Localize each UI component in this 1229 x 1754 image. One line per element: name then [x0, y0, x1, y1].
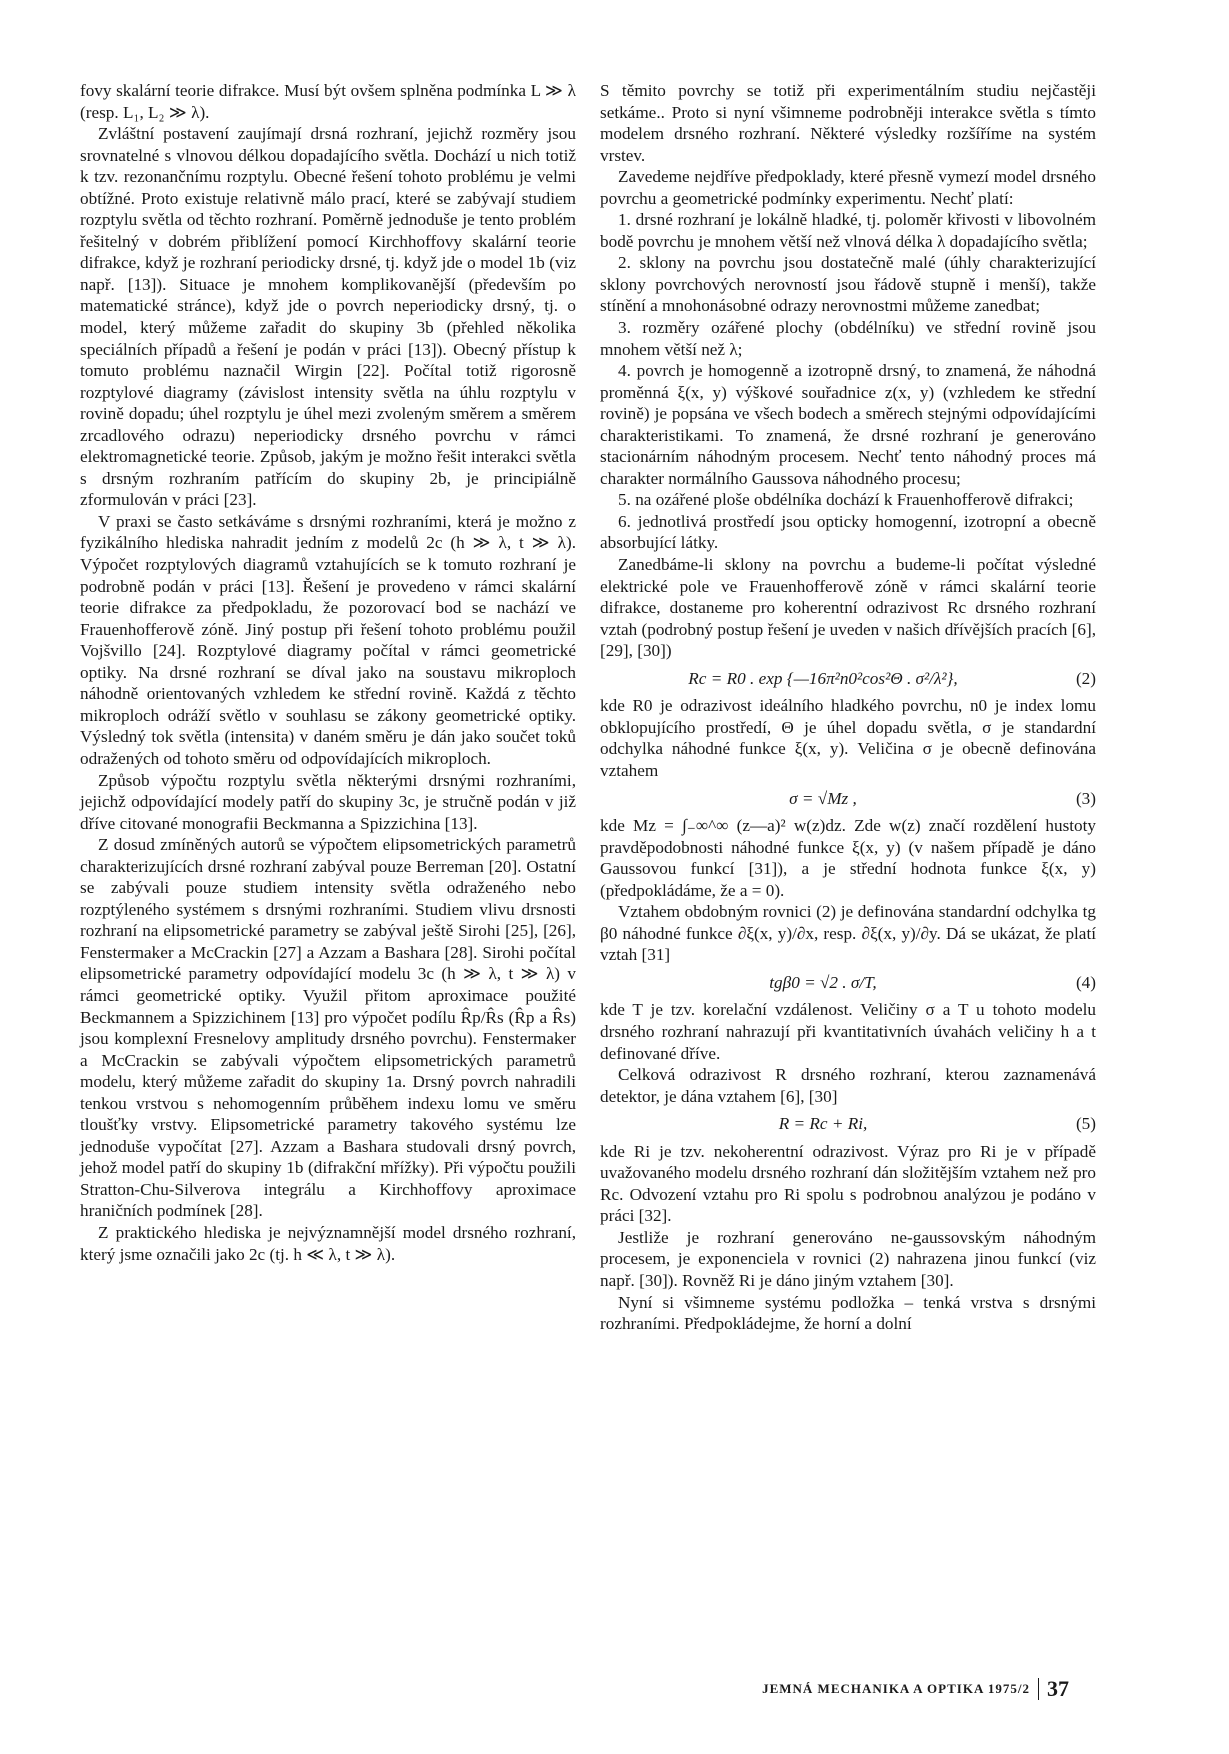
journal-title: JEMNÁ MECHANIKA A OPTIKA 1975/2 [762, 1681, 1030, 1696]
right-column [600, 80, 1096, 1335]
assumption-item: 5. na ozářené ploše obdélníka dochází k Frauenhofferově difrakci; [618, 490, 1074, 510]
page-footer [762, 1676, 1069, 1702]
paragraph: Nyní si všimneme systému podložka – tenká vrstva s drsnými rozhraními. Předpokládejme, že horní a dolní [600, 1292, 1096, 1334]
left-column [80, 80, 576, 1265]
paragraph: Zanedbáme-li sklony na povrchu a budeme-li počítat výsledné elektrické pole ve Frauenhofferově zóně v rámci skalární teorie difrakce, dostaneme pro koherentní odrazivost Rc drsného rozhraní vztah (podrobný postup řešení je uveden v našich dřívějších pracích [6], [29], [30]) [600, 555, 1096, 661]
paragraph: Způsob výpočtu rozptylu světla některými drsnými rozhraními, jejichž odpovídající modely patří do skupiny 3c, je stručně podán v již dříve citované monografii Beckmanna a Spizzichina [13]. [80, 770, 576, 833]
paragraph: kde T je tzv. korelační vzdálenost. Veličiny σ a T u tohoto modelu drsného rozhraní nahrazují při kvantitativních úvahách veličiny h a t definované dříve. [600, 1000, 1096, 1063]
equation-5 [600, 1113, 1096, 1135]
equation-number: (5) [1075, 1114, 1096, 1134]
equation-4 [600, 972, 1096, 994]
paragraph: S těmito povrchy se totiž při experimentálním studiu nejčastěji setkáme.. Proto si nyní všimneme podrobněji interakce světla s tímto modelem drsného rozhraní. Některé výsledky rozšíříme na systém vrstev. [600, 81, 1096, 165]
equation-body: Rc = R0 . exp {—16π²n0²cos²Θ . σ²/λ²}, [688, 668, 958, 688]
paragraph: Vztahem obdobným rovnici (2) je definována standardní odchylka tg β0 náhodné funkce ∂ξ(x, y)/∂x, resp. ∂ξ(x, y)/∂y. Dá se ukázat, že platí vztah [31] [600, 902, 1096, 965]
assumption-item: 3. rozměry ozářené plochy (obdélníku) ve střední rovině jsou mnohem větší než λ; [600, 318, 1096, 359]
equation-number: (2) [1075, 668, 1096, 688]
assumption-item: 6. jednotlivá prostředí jsou opticky homogenní, izotropní a obecně absorbující látky. [600, 511, 1096, 553]
footer-divider [1038, 1678, 1039, 1700]
equation-body: R = Rc + Ri, [778, 1114, 868, 1134]
paragraph: kde Mz = ∫₋∞^∞ (z—a)² w(z)dz. Zde w(z) značí rozdělení hustoty pravděpodobnosti náhodné funkce ξ(x, y) (v našem případě je dáno Gaussovou funkcí [31]), a je střední hodnota funkce ξ(x, y) (předpokládáme, že a = 0). [600, 816, 1096, 900]
paragraph: Celková odrazivost R drsného rozhraní, kterou zaznamenává detektor, je dána vztahem [6], [30] [600, 1065, 1096, 1106]
paragraph: V praxi se často setkáváme s drsnými rozhraními, která je možno z fyzikálního hlediska nahradit jedním z modelů 2c (h ≫ λ, t ≫ λ). Výpočet rozptylových diagramů vztahujících se k tomuto rozhraní je podrobně podán v práci [13]. Řešení je provedeno v rámci skalární teorie difrakce za předpokladu, že pozorovací bod se nachází ve Frauenhofferově zóně. Jiný postup při řešení tohoto problému použil Vojšvillo [24]. Rozptylové diagramy počítal v rámci geometrické optiky. Na drsné rozhraní se díval jako na soustavu mikroploch náhodně orientovaných vzhledem ke střední rovině. Každá z těchto mikroploch odráží světlo v souhlasu se zákony geometrické optiky. Výsledný tok světla (intensita) v daném směru je dán jako součet toků odražených od tohoto směru od odpovídajících mikroploch. [80, 511, 576, 768]
paragraph: Z dosud zmíněných autorů se výpočtem elipsometrických parametrů charakterizujících drsné rozhraní zabýval pouze Berreman [20]. Ostatní se zabývali pouze studiem intensity světla odraženého nebo rozptýleného systémem s drsnými rozhraními. Studiem vlivu drsnosti rozhraní na elipsometrické parametry se zabýval ještě Sirohi [25], [26], Fenstermaker a McCrackin [27] a Azzam a Bashara [28]. Sirohi počítal elipsometrické parametry odpovídající modelu 3c (h ≫ λ, t ≫ λ) v rámci geometrické optiky. Využil přitom aproximace použité Beckmannem a Spizzichinem [13] pro výpočet podílu R̂p/R̂s (R̂p a R̂s) jsou komplexní Fresnelovy amplitudy drsného povrchu). Fenstermaker a McCrackin se zabývali výpočtem elipsometrických parametrů modelu, který můžeme zařadit do skupiny 1a. Drsný povrch nahradili tenkou vrstvou s nehomogenním průběhem indexu lomu ve směru tloušťky vrstvy. Elipsometrické parametry takového systému lze jednoduše vypočítat [27]. Azzam a Bashara studovali drsný povrch, jehož model patří do skupiny 1b (difrakční mřížky). Při výpočtu použili Stratton-Chu-Silverova integrálu a Kirchhoffovy aproximace hraničních podmínek [28]. [80, 835, 576, 1221]
paragraph: Z praktického hlediska je nejvýznamnější model drsného rozhraní, který jsme označili jako 2c (tj. h ≪ λ, t ≫ λ). [80, 1222, 576, 1264]
paragraph: Zavedeme nejdříve předpoklady, které přesně vymezí model drsného povrchu a geometrické podmínky experimentu. Nechť platí: [600, 167, 1096, 208]
assumption-item: 2. sklony na povrchu jsou dostatečně malé (úhly charakterizující sklony povrchových nerovností jsou řádově stupně i menší), takže stínění a mnohonásobné odrazy nerovnostmi můžeme zanedbat; [600, 253, 1096, 316]
paragraph: kde Ri je tzv. nekoherentní odrazivost. Výraz pro Ri je v případě uvažovaného modelu drsného rozhraní dán složitějším vztahem než pro Rc. Odvození vztahu pro Ri spolu s podrobnou analýzou je podáno v práci [32]. [600, 1141, 1096, 1226]
paragraph: kde R0 je odrazivost ideálního hladkého povrchu, n0 je index lomu obklopujícího prostředí, Θ je úhel dopadu světla, σ je standardní odchylka náhodné funkce ξ(x, y). Veličina σ je obecně definována vztahem [600, 696, 1096, 780]
paragraph: Jestliže je rozhraní generováno ne-gaussovským náhodným procesem, je exponenciela v rovnici (2) nahrazena jinou funkcí (viz např. [30]). Rovněž Ri je dáno jiným vztahem [30]. [600, 1227, 1096, 1290]
assumption-item: 4. povrch je homogenně a izotropně drsný, to znamená, že náhodná proměnná ξ(x, y) výškové souřadnice z(x, y) (vzhledem ke střední rovině) je popsána ve všech bodech a směrech stejnými odpovídajícími charakteristikami. To znamená, že drsné rozhraní je generováno stacionárním náhodným procesem. Nechť tento náhodný proces má charakter normálního Gaussova náhodného procesu; [600, 361, 1096, 488]
equation-number: (4) [1075, 972, 1096, 992]
page-number: 37 [1047, 1676, 1069, 1701]
equation-body: σ = √Mz , [789, 788, 857, 808]
equation-2 [600, 668, 1096, 690]
paragraph: fovy skalární teorie difrakce. Musí být ovšem splněna podmínka L ≫ λ (resp. L₁, L₂ ≫ λ). [80, 81, 576, 122]
assumption-item: 1. drsné rozhraní je lokálně hladké, tj. poloměr křivosti v libovolném bodě povrchu je mnohem větší než vlnová délka λ dopadajícího světla; [600, 210, 1096, 251]
equation-3 [600, 788, 1096, 810]
paragraph: Zvláštní postavení zaujímají drsná rozhraní, jejichž rozměry jsou srovnatelné s vlnovou délkou dopadajícího světla. Dochází u nich totiž k tzv. rezonančnímu rozptylu. Obecné řešení tohoto problému je velmi obtížné. Proto existuje relativně málo prací, které se zabývají studiem rozptylu světla od těchto rozhraní. Poměrně jednoduše je tento problém řešitelný v dobrém přiblížení pomocí Kirchhoffovy skalární teorie difrakce, když je rozhraní periodicky drsné, tj. když jde o model 1b (viz např. [13]). Situace je mnohem komplikovanější (především po matematické stránce), když jde o povrch neperiodicky drsný, tj. o model, který můžeme zařadit do skupiny 3b (přehled několika speciálních případů a řešení je podán v práci [13]). Obecný přístup k tomuto problému naznačil Wirgin [22]. Počítal totiž rigorosně rozptylové diagramy (závislost intensity světla na úhlu rozptylu v rovině dopadu; úhel rozptylu je úhel mezi zvoleným směrem a směrem zrcadlového odrazu) neperiodicky drsného povrchu v rámci elektromagnetické teorie. Způsob, jakým je možno řešit interakci světla s drsným rozhraním patřícím do skupiny 2b, je principiálně zformulován v práci [23]. [80, 124, 576, 510]
equation-number: (3) [1075, 788, 1096, 808]
equation-body: tgβ0 = √2 . σ/T, [769, 972, 877, 992]
